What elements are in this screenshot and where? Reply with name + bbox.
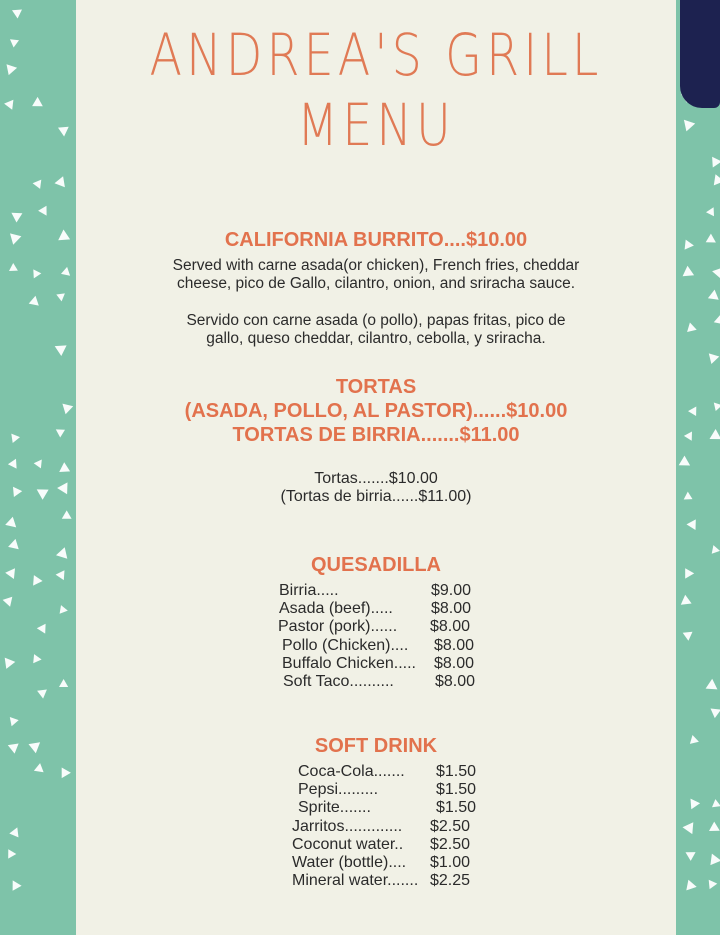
quesadilla-item-price: $8.00 bbox=[431, 600, 472, 618]
pattern-triangle bbox=[684, 492, 693, 500]
dark-decorative-shape bbox=[680, 0, 720, 108]
pattern-triangle bbox=[683, 822, 694, 834]
pattern-triangle bbox=[712, 799, 720, 807]
pattern-triangle bbox=[691, 799, 701, 810]
pattern-triangle bbox=[712, 268, 720, 279]
pattern-triangle bbox=[33, 269, 41, 278]
pattern-triangle bbox=[29, 296, 39, 306]
pattern-triangle bbox=[5, 517, 16, 528]
pattern-triangle bbox=[709, 880, 718, 889]
pattern-triangle bbox=[59, 462, 70, 472]
pattern-triangle bbox=[683, 632, 693, 641]
drink-item-name: Coca-Cola....... bbox=[298, 763, 405, 780]
pattern-triangle bbox=[59, 679, 68, 687]
pattern-triangle bbox=[714, 174, 720, 185]
pattern-triangle bbox=[9, 827, 18, 837]
left-pattern-band bbox=[0, 0, 76, 935]
quesadilla-item bbox=[283, 673, 475, 691]
burrito-desc-en-2: cheese, pico de Gallo, cilantro, onion, and sriracha sauce. bbox=[176, 275, 576, 292]
pattern-triangle bbox=[685, 568, 694, 578]
pattern-triangle bbox=[7, 64, 18, 75]
drink-item-name: Coconut water.. bbox=[292, 835, 404, 853]
pattern-triangle bbox=[10, 233, 21, 244]
pattern-triangle bbox=[714, 403, 720, 412]
pattern-triangle bbox=[34, 460, 42, 469]
pattern-triangle bbox=[9, 263, 18, 271]
quesadilla-item-price: $8.00 bbox=[430, 618, 471, 636]
pattern-triangle bbox=[56, 429, 65, 437]
quesadilla-item-name: Pollo (Chicken).... bbox=[282, 636, 409, 654]
pattern-triangle bbox=[58, 127, 69, 137]
tortas-heading-types: (ASADA, POLLO, AL PASTOR)......$10.00 bbox=[184, 400, 568, 422]
pattern-triangle bbox=[8, 459, 17, 469]
drink-item bbox=[298, 781, 476, 799]
quesadilla-item-price: $9.00 bbox=[431, 582, 472, 599]
pattern-triangle bbox=[12, 10, 22, 19]
pattern-triangle bbox=[684, 120, 695, 132]
drink-item-name: Jarritos............. bbox=[292, 817, 403, 835]
drink-item-price: $1.50 bbox=[436, 799, 477, 817]
drink-item-name: Sprite....... bbox=[298, 799, 371, 817]
pattern-triangle bbox=[4, 100, 13, 110]
pattern-triangle bbox=[685, 240, 694, 250]
pattern-triangle bbox=[34, 763, 44, 772]
pattern-triangle bbox=[688, 407, 696, 417]
quesadilla-item-name: Buffalo Chicken..... bbox=[282, 654, 416, 672]
right-pattern-band bbox=[676, 0, 720, 935]
soft-drink-list bbox=[292, 763, 476, 890]
drink-item bbox=[298, 763, 476, 781]
pattern-triangle bbox=[62, 768, 71, 779]
quesadilla-item-price: $8.00 bbox=[435, 673, 476, 691]
pattern-triangle bbox=[57, 482, 67, 494]
pattern-triangle bbox=[11, 434, 20, 443]
pattern-triangle bbox=[8, 849, 16, 858]
pattern-triangle bbox=[38, 206, 47, 216]
pattern-triangle bbox=[710, 429, 720, 439]
quesadilla-item bbox=[282, 655, 475, 673]
tortas-heading-birria: TORTAS DE BIRRIA.......$11.00 bbox=[232, 424, 520, 446]
burrito-desc-es-1: Servido con carne asada (o pollo), papas fritas, pico de bbox=[186, 312, 566, 329]
triangle-pattern-left bbox=[0, 0, 76, 935]
pattern-triangle bbox=[706, 207, 714, 216]
pattern-triangle bbox=[55, 345, 67, 356]
quesadilla-item bbox=[282, 637, 475, 655]
pattern-triangle bbox=[56, 293, 65, 301]
pattern-triangle bbox=[5, 658, 16, 669]
drink-item-price: $2.50 bbox=[430, 817, 471, 835]
pattern-triangle bbox=[13, 880, 22, 890]
pattern-triangle bbox=[706, 679, 718, 690]
quesadilla-item-price: $8.00 bbox=[434, 654, 475, 672]
pattern-triangle bbox=[3, 597, 13, 607]
pattern-triangle bbox=[56, 547, 67, 559]
quesadilla-item-price: $8.00 bbox=[434, 636, 475, 654]
pattern-triangle bbox=[11, 213, 22, 223]
pattern-triangle bbox=[33, 654, 41, 663]
pattern-triangle bbox=[710, 854, 720, 866]
drink-item bbox=[292, 872, 476, 890]
pattern-triangle bbox=[712, 545, 720, 554]
burrito-desc-en-1: Served with carne asada(or chicken), French fries, cheddar bbox=[172, 257, 580, 274]
pattern-triangle bbox=[13, 487, 22, 497]
quesadilla-item-name: Birria..... bbox=[279, 582, 339, 599]
drink-item-price: $1.50 bbox=[436, 781, 477, 799]
pattern-triangle bbox=[681, 595, 692, 605]
pattern-triangle bbox=[60, 605, 68, 614]
quesadilla-item-name: Soft Taco.......... bbox=[283, 673, 394, 691]
drink-item-name: Water (bottle).... bbox=[292, 854, 407, 872]
drink-item-price: $2.25 bbox=[430, 872, 471, 890]
drink-item bbox=[298, 799, 476, 817]
pattern-triangle bbox=[683, 266, 695, 277]
drink-item bbox=[292, 836, 476, 854]
quesadilla-list bbox=[279, 582, 475, 691]
drink-item-price: $1.00 bbox=[430, 854, 471, 872]
tortas-line-2: (Tortas de birria......$11.00) bbox=[280, 488, 472, 505]
pattern-triangle bbox=[709, 822, 720, 831]
pattern-triangle bbox=[706, 234, 716, 243]
pattern-triangle bbox=[687, 323, 697, 333]
pattern-triangle bbox=[10, 717, 19, 726]
quesadilla-heading: QUESADILLA bbox=[311, 554, 441, 576]
pattern-triangle bbox=[29, 742, 41, 753]
burrito-heading: CALIFORNIA BURRITO....$10.00 bbox=[224, 229, 528, 251]
drink-item bbox=[292, 818, 476, 836]
pattern-triangle bbox=[714, 315, 720, 325]
pattern-triangle bbox=[708, 290, 719, 300]
pattern-triangle bbox=[62, 510, 72, 518]
drink-item bbox=[292, 854, 476, 872]
quesadilla-item bbox=[278, 618, 475, 636]
menu-paper bbox=[76, 0, 676, 935]
drink-item-price: $2.50 bbox=[430, 835, 471, 853]
pattern-triangle bbox=[37, 690, 47, 699]
pattern-triangle bbox=[10, 39, 19, 47]
pattern-triangle bbox=[37, 489, 49, 499]
pattern-triangle bbox=[679, 456, 690, 466]
pattern-triangle bbox=[687, 519, 696, 530]
pattern-triangle bbox=[33, 575, 43, 586]
pattern-triangle bbox=[690, 735, 699, 744]
menu-title: ANDREA'S GRILL bbox=[149, 21, 603, 89]
pattern-triangle bbox=[712, 157, 720, 168]
triangle-pattern-right bbox=[676, 0, 720, 935]
drink-item-name: Mineral water....... bbox=[292, 872, 419, 890]
quesadilla-item-name: Asada (beef)..... bbox=[279, 600, 393, 618]
pattern-triangle bbox=[8, 539, 19, 549]
pattern-triangle bbox=[686, 852, 696, 861]
pattern-triangle bbox=[5, 568, 15, 579]
quesadilla-item-name: Pastor (pork)...... bbox=[278, 618, 398, 636]
pattern-triangle bbox=[58, 230, 70, 241]
pattern-triangle bbox=[709, 353, 720, 364]
pattern-triangle bbox=[33, 180, 42, 189]
quesadilla-item bbox=[279, 600, 475, 618]
pattern-triangle bbox=[686, 880, 696, 891]
pattern-triangle bbox=[8, 744, 19, 754]
pattern-triangle bbox=[684, 432, 692, 441]
burrito-desc-es-2: gallo, queso cheddar, cilantro, cebolla, y sriracha. bbox=[206, 330, 546, 347]
menu-subtitle: MENU bbox=[297, 91, 455, 159]
pattern-triangle bbox=[55, 176, 65, 187]
pattern-triangle bbox=[32, 97, 43, 106]
pattern-triangle bbox=[56, 570, 65, 580]
quesadilla-item bbox=[279, 582, 475, 600]
pattern-triangle bbox=[711, 709, 720, 719]
soft-drink-heading: SOFT DRINK bbox=[314, 735, 438, 757]
drink-item-name: Pepsi......... bbox=[298, 781, 379, 799]
pattern-triangle bbox=[61, 267, 70, 276]
drink-item-price: $1.50 bbox=[436, 763, 477, 780]
tortas-line-1: Tortas.......$10.00 bbox=[314, 470, 438, 487]
pattern-triangle bbox=[62, 404, 73, 415]
pattern-triangle bbox=[37, 624, 46, 634]
tortas-heading: TORTAS bbox=[335, 376, 417, 398]
